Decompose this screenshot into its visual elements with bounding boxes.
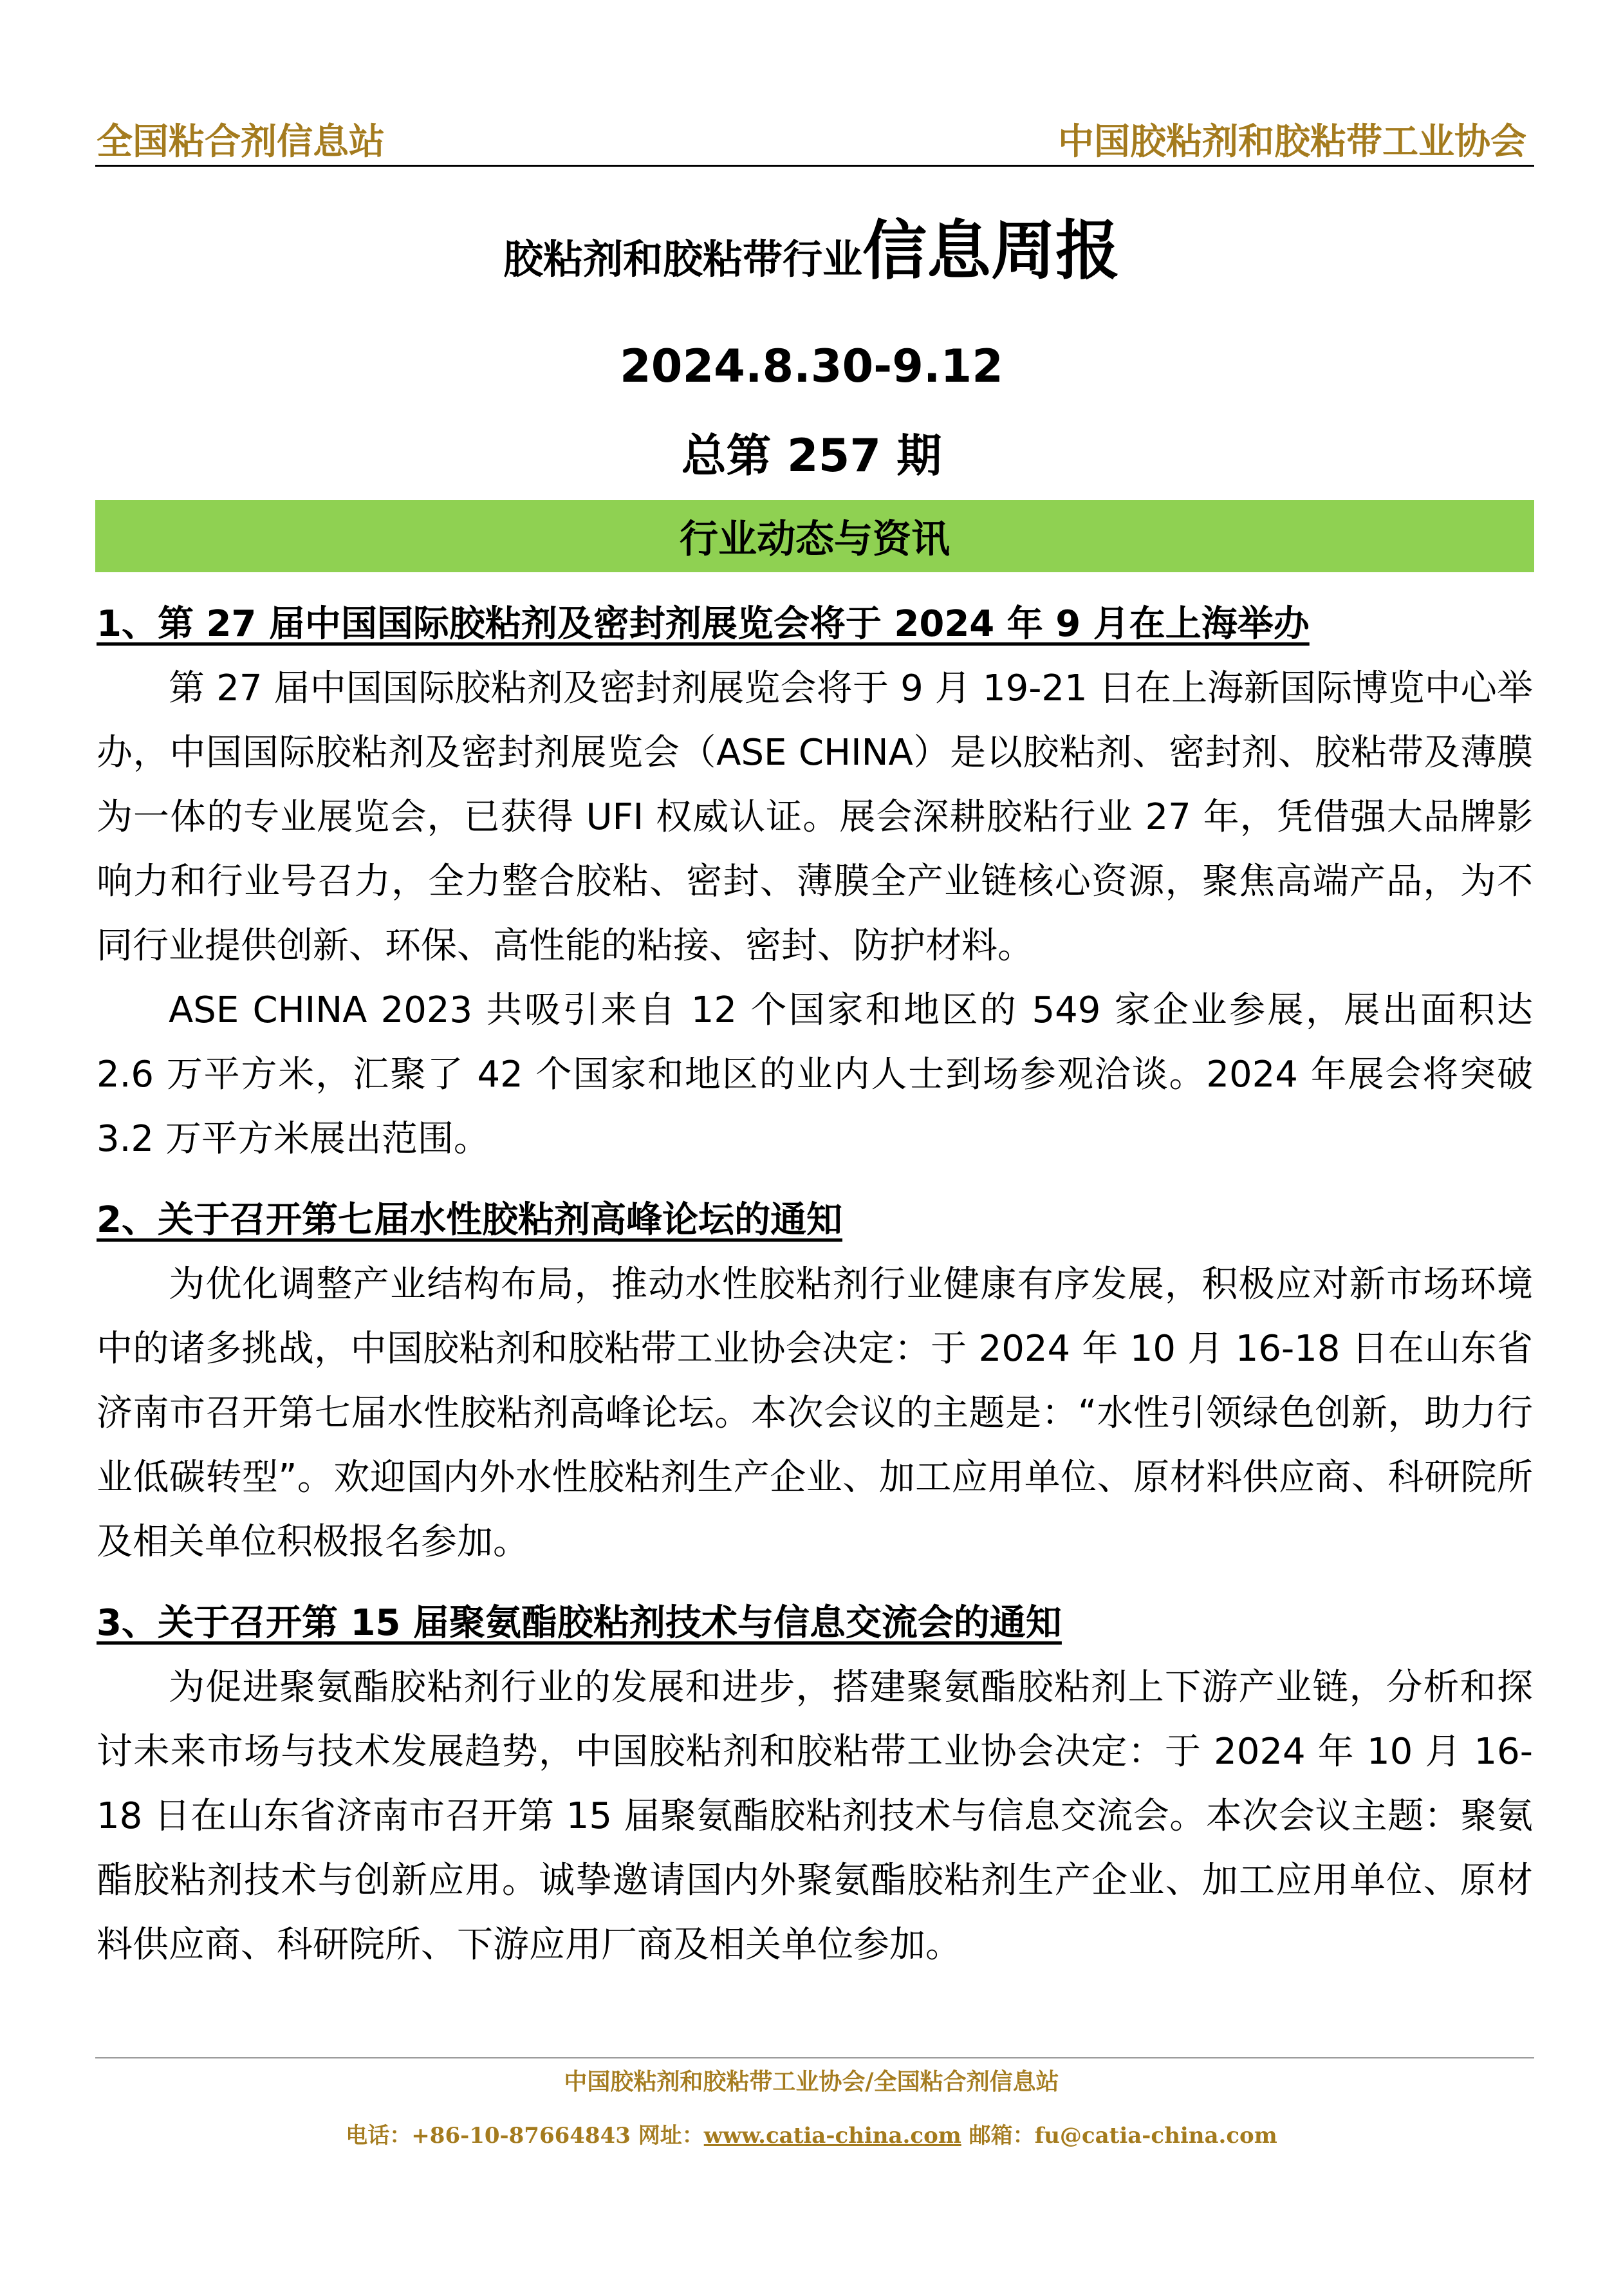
report-title xyxy=(0,212,1623,308)
footer-divider xyxy=(95,2057,1534,2058)
header-site-name: 全国粘合剂信息站 xyxy=(97,120,385,163)
article-2 xyxy=(97,1188,1533,1574)
article-paragraph: 为促进聚氨酯胶粘剂行业的发展和进步，搭建聚氨酯胶粘剂上下游产业链，分析和探讨未来市场与技术发展趋势，中国胶粘剂和胶粘带工业协会决定：于 2024 年 10 月 16-18 日在山东省济南市召开第 15 届聚氨酯胶粘剂技术与信息交流会。本次会议主题：聚氨酯胶粘剂技术与创新应用。诚挚邀请国内外聚氨酯胶粘剂生产企业、加工应用单位、原材料供应商、科研院所、下游应用厂商及相关单位参加。 xyxy=(97,1666,1533,1966)
article-title: 3、关于召开第 15 届聚氨酯胶粘剂技术与信息交流会的通知 xyxy=(97,1602,1062,1644)
report-title-prefix: 胶粘剂和胶粘带行业 xyxy=(503,236,862,283)
report-date-range: 2024.8.30-9.12 xyxy=(620,340,1003,393)
section-header-label: 行业动态与资讯 xyxy=(680,517,950,562)
article-paragraph: 第 27 届中国国际胶粘剂及密封剂展览会将于 9 月 19-21 日在上海新国际博览中心举办，中国国际胶粘剂及密封剂展览会（ASE CHINA）是以胶粘剂、密封剂、胶粘带及薄膜为一体的专业展览会，已获得 UFI 权威认证。展会深耕胶粘行业 27 年，凭借强大品牌影响力和行业号召力，全力整合胶粘、密封、薄膜全产业链核心资源，聚焦高端产品，为不同行业提供创新、环保、高性能的粘接、密封、防护材料。 xyxy=(97,667,1533,967)
article-paragraph: ASE CHINA 2023 共吸引来自 12 个国家和地区的 549 家企业参展，展出面积达 2.6 万平方米，汇聚了 42 个国家和地区的业内人士到场参观洽谈。2024 年展会将突破 3.2 万平方米展出范围。 xyxy=(97,989,1533,1160)
article-title: 2、关于召开第七届水性胶粘剂高峰论坛的通知 xyxy=(97,1199,842,1241)
header-association-name: 中国胶粘剂和胶粘带工业协会 xyxy=(1058,120,1526,163)
footer-email: 邮箱：fu@catia-china.com xyxy=(961,2123,1277,2149)
articles-container xyxy=(97,592,1533,1994)
report-title-main: 信息周报 xyxy=(862,213,1120,288)
section-header-bar xyxy=(95,500,1534,572)
footer-organization: 中国胶粘剂和胶粘带工业协会/全国粘合剂信息站 xyxy=(564,2068,1059,2095)
footer-website-link[interactable]: www.catia-china.com xyxy=(703,2123,961,2149)
article-title: 1、第 27 届中国国际胶粘剂及密封剂展览会将于 2024 年 9 月在上海举办 xyxy=(97,603,1310,645)
article-paragraph: 为优化调整产业结构布局，推动水性胶粘剂行业健康有序发展，积极应对新市场环境中的诸多挑战，中国胶粘剂和胶粘带工业协会决定：于 2024 年 10 月 16-18 日在山东省济南市召开第七届水性胶粘剂高峰论坛。本次会议的主题是：“水性引领绿色创新，助力行业低碳转型”。欢迎国内外水性胶粘剂生产企业、加工应用单位、原材料供应商、科研院所及相关单位积极报名参加。 xyxy=(97,1264,1533,1563)
header-divider xyxy=(95,165,1534,167)
footer-contact xyxy=(0,2118,1623,2149)
article-1 xyxy=(97,592,1533,1171)
footer-phone: 电话：+86-10-87664843 网址： xyxy=(346,2123,704,2149)
article-3 xyxy=(97,1591,1533,1977)
report-issue-number: 总第 257 期 xyxy=(681,429,942,482)
